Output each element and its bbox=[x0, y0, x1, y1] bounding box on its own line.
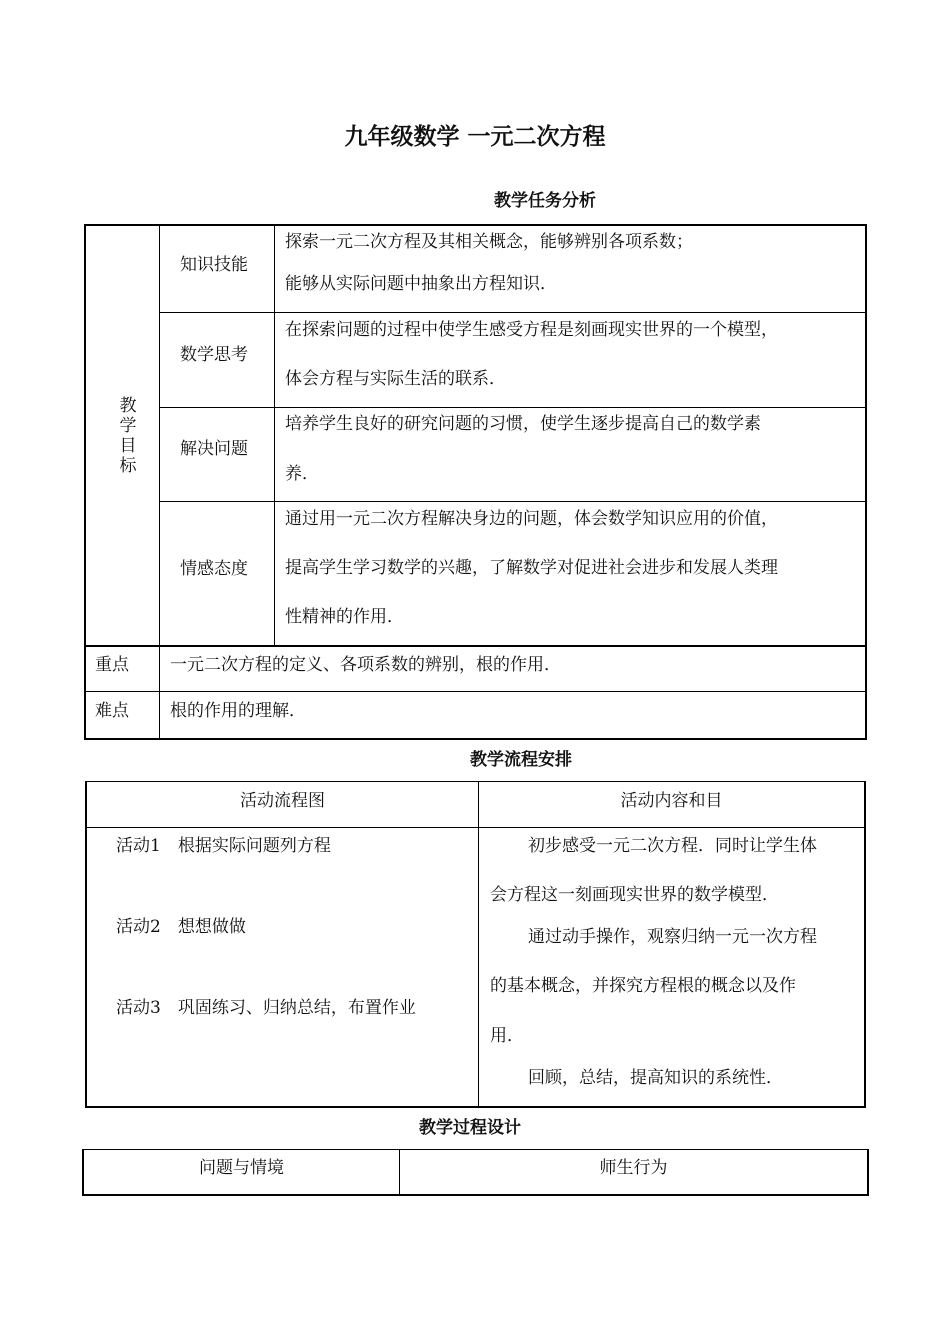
section-heading-task-analysis: 教学任务分析 bbox=[494, 191, 596, 211]
content-line: 会方程这一刻画现实世界的数学模型． bbox=[490, 885, 779, 905]
goal-text: 培养学生良好的研究问题的习惯，使学生逐步提高自己的数学素 bbox=[285, 414, 761, 434]
category-attitude: 情感态度 bbox=[180, 559, 248, 579]
difficulty-label: 难点 bbox=[95, 701, 129, 721]
activity-item: 活动2 想想做做 bbox=[116, 917, 246, 937]
flow-col-header-content: 活动内容和目 bbox=[620, 791, 723, 811]
category-math-thinking: 数学思考 bbox=[180, 345, 248, 365]
teaching-goal-label: 教 学 目 标 bbox=[119, 396, 137, 476]
content-line: 用． bbox=[490, 1026, 524, 1046]
content-line: 初步感受一元二次方程．同时让学生体 bbox=[528, 836, 817, 856]
content-line: 的基本概念，并探究方程根的概念以及作 bbox=[490, 976, 796, 996]
goal-text: 性精神的作用． bbox=[285, 607, 404, 627]
goal-text: 通过用一元二次方程解决身边的问题，体会数学知识应用的价值， bbox=[285, 509, 778, 529]
key-point-text: 一元二次方程的定义、各项系数的辨别，根的作用． bbox=[170, 655, 561, 675]
section-heading-process: 教学过程设计 bbox=[419, 1118, 521, 1138]
section-heading-flow: 教学流程安排 bbox=[470, 750, 572, 770]
document-title: 九年级数学 一元二次方程 bbox=[344, 124, 606, 150]
content-line: 通过动手操作，观察归纳一元一次方程 bbox=[528, 927, 817, 947]
activity-item: 活动1 根据实际问题列方程 bbox=[116, 836, 331, 856]
category-problem-solving: 解决问题 bbox=[180, 439, 248, 459]
category-knowledge-skills: 知识技能 bbox=[180, 255, 248, 275]
key-point-label: 重点 bbox=[95, 655, 129, 675]
content-line: 回顾，总结，提高知识的系统性． bbox=[528, 1068, 783, 1088]
goal-text: 养． bbox=[285, 464, 319, 484]
activity-item: 活动3 巩固练习、归纳总结，布置作业 bbox=[116, 998, 416, 1018]
goal-text: 探索一元二次方程及其相关概念，能够辨别各项系数； bbox=[285, 232, 693, 252]
difficulty-text: 根的作用的理解． bbox=[170, 701, 306, 721]
goal-text: 在探索问题的过程中使学生感受方程是刻画现实世界的一个模型， bbox=[285, 320, 778, 340]
process-col-header-problem: 问题与情境 bbox=[199, 1158, 284, 1178]
goal-text: 提高学生学习数学的兴趣，了解数学对促进社会进步和发展人类理 bbox=[285, 558, 778, 578]
flow-col-header-activities: 活动流程图 bbox=[240, 791, 325, 811]
goal-text: 能够从实际问题中抽象出方程知识． bbox=[285, 274, 557, 294]
process-col-header-behavior: 师生行为 bbox=[599, 1158, 668, 1178]
goal-text: 体会方程与实际生活的联系． bbox=[285, 369, 506, 389]
